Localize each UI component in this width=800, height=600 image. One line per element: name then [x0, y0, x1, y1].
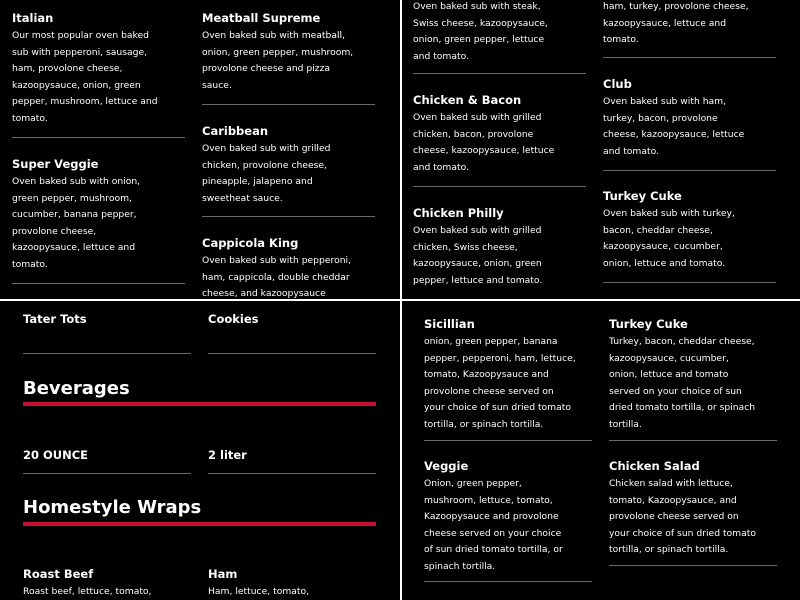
item-name: Cappicola King: [202, 236, 299, 250]
item-description: [424, 334, 604, 433]
description-line: provolone cheese served on: [609, 511, 739, 522]
item-name: Turkey Cuke: [603, 189, 682, 203]
description-line: and tomato.: [603, 145, 659, 157]
item-description: [413, 0, 593, 65]
description-line: onion, lettuce and tomato.: [603, 257, 726, 269]
description-line: Chicken salad with lettuce,: [609, 478, 733, 489]
item-name: Chicken Philly: [413, 206, 504, 220]
description-line: Oven baked sub with grilled: [413, 112, 542, 123]
divider-line: [603, 57, 776, 58]
description-line: Swiss cheese, kazoopysauce,: [413, 17, 548, 29]
divider-line: [413, 73, 586, 74]
description-line: onion, green pepper, banana: [424, 336, 558, 347]
section-underline: [23, 522, 376, 526]
divider-line: [202, 216, 375, 217]
item-name: Super Veggie: [12, 157, 99, 171]
description-line: onion, lettuce and tomato: [609, 369, 729, 380]
description-line: Oven baked sub with grilled: [202, 143, 331, 154]
description-line: sweetheat sauce.: [202, 192, 283, 204]
description-line: Oven baked sub with steak,: [413, 1, 541, 12]
description-line: dried tomato tortilla, or spinach: [609, 402, 756, 413]
description-line: kazoopysauce, cucumber,: [609, 352, 729, 364]
item-name: Sicillian: [424, 317, 475, 331]
sides-beverages-panel: [0, 301, 400, 600]
description-line: onion, green pepper, mushroom,: [202, 46, 354, 58]
description-line: your choice of sun dried tomato: [424, 402, 571, 413]
divider-line: [208, 353, 376, 354]
menu-item-chicken-bacon: [413, 93, 598, 176]
item-description: [603, 206, 793, 272]
subs-panel-right: [402, 0, 800, 300]
menu-item-super-veggie: [12, 157, 192, 273]
divider-line: [424, 581, 592, 582]
divider-line: [23, 353, 191, 354]
description-line: served on your choice of sun: [609, 385, 742, 397]
menu-item-chicken-salad: [609, 459, 794, 559]
item-description: [12, 174, 192, 273]
divider-line: [603, 170, 776, 171]
item-description: [603, 94, 793, 160]
description-line: tomato.: [603, 34, 639, 45]
section-title-beverages: Beverages: [23, 378, 130, 399]
description-line: Our most popular oven baked: [12, 30, 150, 41]
item-name: Chicken & Bacon: [413, 93, 522, 107]
item-description: [413, 223, 598, 289]
description-line: sub with pepperoni, sausage,: [12, 46, 148, 58]
description-line: onion, green pepper, lettuce: [413, 34, 545, 45]
description-line: tortilla, or spinach tortilla.: [609, 544, 729, 555]
item-description: [413, 110, 598, 176]
description-line: cheese, kazoopysauce, lettuce: [603, 129, 745, 140]
description-line: kazoopysauce, lettuce and: [603, 17, 727, 29]
description-line: Ham, lettuce, tomato,: [208, 586, 310, 597]
description-line: kazoopysauce, onion, green: [413, 258, 542, 269]
item-name: Caribbean: [202, 124, 269, 138]
wraps-panel: [402, 301, 800, 600]
divider-line: [23, 473, 191, 474]
menu-item-ham: [208, 567, 378, 600]
menu-item-turkey-cuke: [603, 189, 793, 272]
divider-line: [424, 440, 592, 441]
description-line: provolone cheese and pizza: [202, 63, 331, 74]
description-line: Onion, green pepper,: [424, 478, 522, 489]
item-description: [609, 476, 794, 559]
description-line: cheese, and kazoopysauce: [202, 288, 326, 299]
item-name: Turkey Cuke: [609, 317, 688, 331]
item-name: Meatball Supreme: [202, 11, 321, 25]
menu-item-turkey-cuke-wrap: [609, 317, 794, 433]
description-line: bacon, cheddar cheese,: [603, 224, 713, 236]
description-line: of sun dried tomato tortilla, or: [424, 544, 563, 555]
menu-item-cappicola-king: [202, 236, 392, 300]
item-name: Club: [603, 77, 632, 91]
divider-line: [202, 104, 375, 105]
menu-item-20-ounce: [23, 448, 88, 462]
menu-item-ham-partial: [603, 0, 793, 49]
description-line: Oven baked sub with pepperoni,: [202, 255, 351, 266]
description-line: kazoopysauce, onion, green: [12, 79, 141, 91]
description-line: Roast beef, lettuce, tomato,: [23, 586, 152, 597]
menu-item-tater-tots: [23, 312, 87, 326]
menu-item-club: [603, 77, 793, 160]
description-line: your choice of sun dried tomato: [609, 527, 756, 539]
item-name: Tater Tots: [23, 312, 87, 326]
item-description: [202, 141, 392, 207]
menu-item-veggie: [424, 459, 604, 575]
description-line: tortilla, or spinach tortilla.: [424, 418, 544, 430]
section-title-homestyle-wraps: Homestyle Wraps: [23, 497, 202, 518]
item-name: Ham: [208, 567, 238, 581]
description-line: pepper, mushroom, lettuce and: [12, 96, 158, 107]
menu-item-italian: [12, 11, 192, 127]
description-line: sauce.: [202, 79, 232, 91]
description-line: tortilla.: [609, 418, 642, 430]
description-line: tomato.: [12, 258, 48, 270]
item-description: [208, 584, 378, 600]
description-line: Oven baked sub with ham,: [603, 96, 727, 107]
description-line: and tomato.: [413, 161, 469, 173]
item-name: 20 OUNCE: [23, 448, 89, 462]
description-line: spinach tortilla.: [424, 560, 496, 572]
description-line: tomato, Kazoopysauce and: [424, 369, 549, 380]
description-line: mushroom, lettuce, tomato,: [424, 494, 553, 506]
description-line: ham, provolone cheese,: [12, 63, 123, 74]
description-line: kazoopysauce, cucumber,: [603, 241, 723, 252]
menu-item-steak-partial: [413, 0, 593, 65]
item-description: [202, 253, 392, 300]
description-line: Turkey, bacon, cheddar cheese,: [609, 336, 755, 347]
divider-line: [609, 440, 777, 441]
menu-item-cookies: [208, 312, 258, 326]
divider-line: [609, 565, 777, 566]
item-name: Veggie: [424, 459, 469, 473]
divider-line: [12, 137, 185, 138]
item-description: [202, 28, 392, 94]
menu-item-roast-beef: [23, 567, 193, 600]
item-description: [12, 28, 192, 127]
panel-divider-horizontal: [0, 299, 800, 301]
item-name: Italian: [12, 11, 54, 25]
description-line: Kazoopysauce and provolone: [424, 511, 559, 522]
description-line: ham, cappicola, double cheddar: [202, 271, 350, 283]
menu-item-meatball-supreme: [202, 11, 392, 94]
menu-item-caribbean: [202, 124, 392, 207]
description-line: chicken, Swiss cheese,: [413, 241, 518, 253]
item-description: [23, 584, 193, 600]
description-line: chicken, provolone cheese,: [202, 159, 327, 171]
divider-line: [208, 473, 376, 474]
description-line: kazoopysauce, lettuce and: [12, 242, 136, 253]
description-line: turkey, bacon, provolone: [603, 112, 718, 124]
description-line: pineapple, jalapeno and: [202, 176, 313, 187]
item-name: 2 liter: [208, 448, 247, 462]
item-description: [609, 334, 794, 433]
item-name: Chicken Salad: [609, 459, 700, 473]
description-line: Oven baked sub with meatball,: [202, 30, 346, 41]
menu-item-2-liter: [208, 448, 247, 462]
subs-panel-left: [0, 0, 400, 300]
description-line: cheese served on your choice: [424, 527, 562, 539]
divider-line: [12, 283, 185, 284]
description-line: cucumber, banana pepper,: [12, 209, 137, 220]
description-line: provolone cheese,: [12, 225, 97, 237]
description-line: chicken, bacon, provolone: [413, 128, 534, 140]
description-line: cheese, kazoopysauce, lettuce: [413, 145, 555, 156]
description-line: ham, turkey, provolone cheese,: [603, 1, 749, 12]
description-line: pepper, lettuce and tomato.: [413, 274, 543, 286]
description-line: provolone cheese served on: [424, 385, 554, 397]
description-line: and tomato.: [413, 50, 469, 62]
description-line: tomato.: [12, 112, 48, 124]
item-description: [603, 0, 793, 49]
item-name: Cookies: [208, 312, 259, 326]
item-name: Roast Beef: [23, 567, 94, 581]
description-line: green pepper, mushroom,: [12, 192, 132, 204]
description-line: Oven baked sub with turkey,: [603, 208, 735, 219]
description-line: Oven baked sub with onion,: [12, 176, 141, 187]
section-underline: [23, 402, 376, 406]
divider-line: [603, 282, 776, 283]
menu-item-chicken-philly: [413, 206, 598, 289]
description-line: pepper, pepperoni, ham, lettuce,: [424, 352, 576, 364]
menu-item-sicillian: [424, 317, 604, 433]
description-line: tomato, Kazoopysauce, and: [609, 494, 737, 506]
divider-line: [413, 186, 586, 187]
description-line: Oven baked sub with grilled: [413, 225, 542, 236]
item-description: [424, 476, 604, 575]
